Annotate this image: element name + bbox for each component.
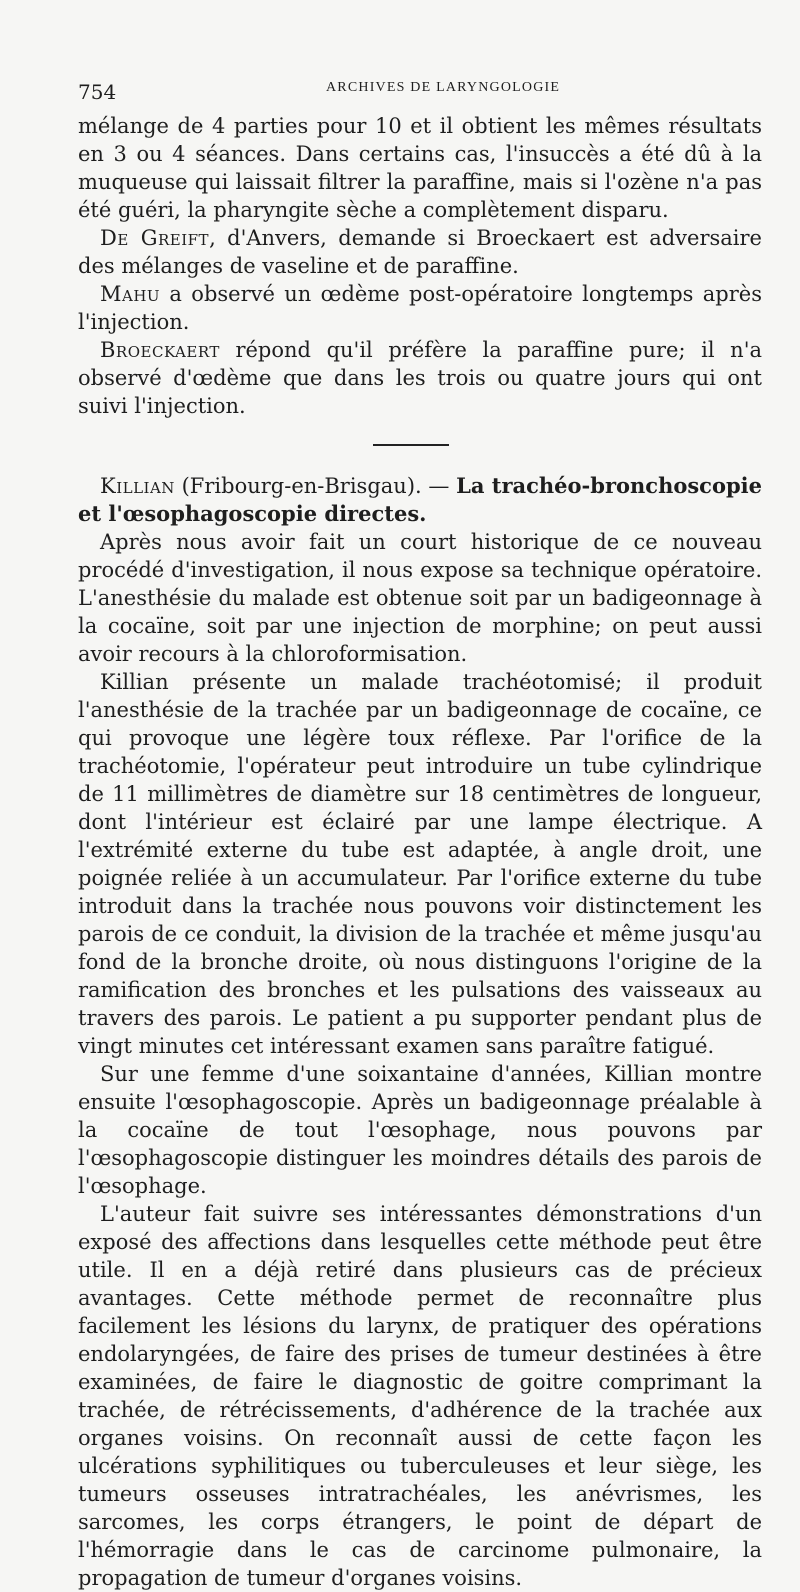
paragraph-broeckaert: [78, 336, 762, 420]
speaker-name: Mahu: [100, 282, 161, 306]
author-place: (Fribourg-en-Brisgau). —: [174, 474, 457, 498]
paragraph-text: , d'Anvers, demande si Broeckaert est adversaire des mélanges de vaseline et de paraffine.: [78, 226, 762, 278]
paragraph-continuation: mélange de 4 parties pour 10 et il obtient les mêmes résultats en 3 ou 4 séances. Dans certains cas, l'insuccès a été dû à la muqueuse qui laissait filtrer la paraffine, mais si l'ozène n'a pas été guéri, la pharyngite sèche a complètement disparu.: [78, 114, 762, 222]
paragraph-text: a observé un œdème post-opératoire longtemps après l'injection.: [78, 282, 762, 334]
paragraph-text: répond qu'il préfère la paraffine pure; il n'a observé d'œdème que dans les trois ou quatre jours qui ont suivi l'injection.: [78, 338, 762, 418]
killian-section: [78, 472, 762, 1592]
discussion-block: [78, 112, 762, 420]
section-title: La trachéo-bronchoscopie et l'œsophagoscopie directes.: [78, 473, 762, 526]
paragraph-de-greift: [78, 224, 762, 280]
paragraph: Killian présente un malade trachéotomisé; il produit l'anesthésie de la trachée par un badigeonnage de cocaïne, ce qui provoque une légère toux réflexe. Par l'orifice de la trachéotomie, l'opérateur peut introduire un tube cylindrique de 11 millimètres de diamètre sur 18 centimètres de longueur, dont l'intérieur est éclairé par une lampe électrique. A l'extrémité externe du tube est adaptée, à angle droit, une poignée reliée à un accumulateur. Par l'orifice externe du tube introduit dans la trachée nous pouvons voir distinctement les parois de ce conduit, la division de la trachée et même jusqu'au fond de la bronche droite, où nous distinguons l'origine de la ramification des bronches et les pulsations des vaisseaux au travers des parois. Le patient a pu supporter pendant plus de vingt minutes cet intéressant examen sans paraître fatigué.: [78, 670, 762, 1058]
author-name: Killian: [100, 474, 175, 498]
speaker-name: De Greift: [100, 226, 210, 250]
page-number: 754: [78, 80, 117, 104]
speaker-name: Broeckaert: [100, 338, 220, 362]
section-divider: [373, 444, 449, 446]
section-heading: [78, 472, 762, 528]
paragraph-mahu: [78, 280, 762, 336]
running-title: ARCHIVES DE LARYNGOLOGIE: [326, 80, 561, 95]
paragraph: L'auteur fait suivre ses intéressantes démonstrations d'un exposé des affections dans lesquelles cette méthode peut être utile. Il en a déjà retiré dans plusieurs cas de précieux avantages. Cette méthode permet de reconnaître plus facilement les lésions du larynx, de pratiquer des opérations endolaryngées, de faire des prises de tumeur destinées à être examinées, de faire le diagnostic de goitre comprimant la trachée, de rétrécissements, d'adhérence de la trachée aux organes voisins. On reconnaît aussi de cette façon les ulcérations syphilitiques ou tuberculeuses et leur siège, les tumeurs osseuses intratrachéales, les anévrismes, les sarcomes, les corps étrangers, le point de départ de l'hémorragie dans le cas de carcinome pulmonaire, la propagation de tumeur d'organes voisins.: [78, 1202, 762, 1590]
paragraph: Sur une femme d'une soixantaine d'années, Killian montre ensuite l'œsophagoscopie. Après un badigeonnage préalable à la cocaïne de tout l'œsophage, nous pouvons par l'œsophagoscopie distinguer les moindres détails des parois de l'œsophage.: [78, 1062, 762, 1198]
page-header: [78, 72, 762, 112]
paragraph: Après nous avoir fait un court historique de ce nouveau procédé d'investigation, il nous expose sa technique opératoire. L'anesthésie du malade est obtenue soit par un badigeonnage à la cocaïne, soit par une injection de morphine; on peut aussi avoir recours à la chloroformisation.: [78, 530, 762, 666]
